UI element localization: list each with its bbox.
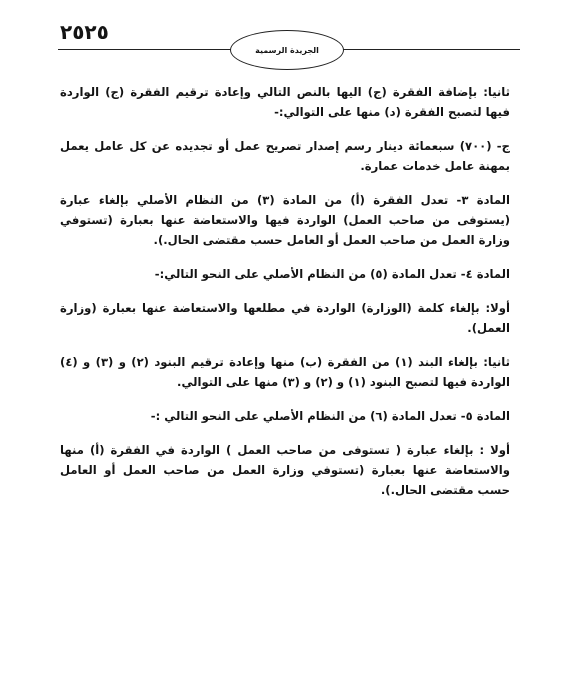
gazette-name: الجريدة الرسمية [255,45,319,55]
gazette-name-badge [230,30,344,70]
paragraph-second-cancel-item: ثانيا: بإلغاء البند (١) من الفقرة (ب) منها وإعادة ترقيم البنود (٢) و (٣) و (٤) الواردة فيها لتصبح البنود (١) و (٢) و (٣) منها على التوالي. [60,355,510,389]
paragraph-clause-c: ج- (٧٠٠) سبعمائة دينار رسم إصدار تصريح عمل أو تجديده عن كل عامل يعمل بمهنة عامل خدمات عمارة. [60,139,510,173]
paragraph-article-4: المادة ٤- تعدل المادة (٥) من النظام الأصلي على النحو التالي:- [154,267,510,281]
paragraph-first-cancel-phrase: أولا : بإلغاء عبارة ( تستوفى من صاحب العمل ) الواردة في الفقرة (أ) منها والاستعاضة عنها بعبارة (تستوفي وزارة العمل من صاحب العمل أو العامل حسب مقتضى الحال.). [60,443,510,497]
document-body [60,82,510,514]
page-number: ٢٥٢٥ [60,20,109,44]
paragraph-first-replace-word: أولا: بإلغاء كلمة (الوزارة) الواردة في مطلعها والاستعاضة عنها بعبارة (وزارة العمل). [60,301,510,335]
paragraph-article-3: المادة ٣- تعدل الفقرة (أ) من المادة (٣) من النظام الأصلي بإلغاء عبارة (يستوفى من صاحب العمل) الواردة فيها والاستعاضة عنها بعبارة (تستوفي وزارة العمل من صاحب العمل أو العامل حسب مقتضى الحال.). [60,193,510,247]
paragraph-second-add-clause: ثانيا: بإضافة الفقرة (ج) اليها بالنص التالي وإعادة ترقيم الفقرة (ج) الواردة فيها لتصبح الفقرة (د) منها على التوالي:- [60,85,510,119]
paragraph-article-5: المادة ٥- تعدل المادة (٦) من النظام الأصلي على النحو التالي :- [150,409,510,423]
